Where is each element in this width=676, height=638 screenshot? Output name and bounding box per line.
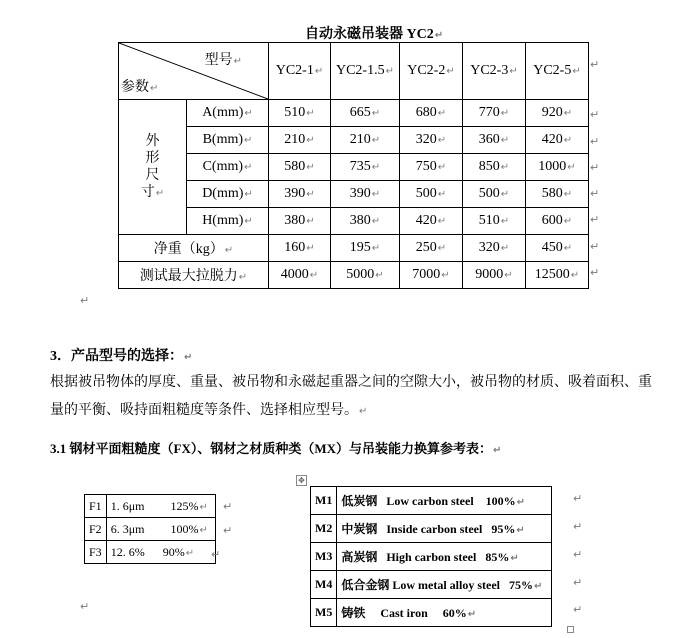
material-code: M3 — [311, 543, 337, 571]
dim-value: 510↵ — [269, 100, 331, 127]
diag-top-label: 型号↵ — [204, 53, 242, 68]
dim-value: 210↵ — [331, 127, 400, 154]
dim-value: 580↵ — [526, 181, 589, 208]
section-3-heading: 3．产品型号的选择：↵ — [50, 349, 193, 364]
dim-value: 665↵ — [331, 100, 400, 127]
force-label: 测试最大拉脱力↵ — [119, 262, 269, 289]
empty-paragraph-mark: ↵ — [80, 600, 90, 613]
dim-value: 390↵ — [331, 181, 400, 208]
material-row — [311, 515, 552, 543]
table-move-handle-icon[interactable]: ✥ — [296, 475, 307, 486]
row-end-mark: ↵ — [223, 500, 233, 513]
weight-value: 320↵ — [463, 235, 526, 262]
material-row — [311, 571, 552, 599]
force-value: 5000↵ — [331, 262, 400, 289]
spec-table — [118, 42, 589, 289]
dim-value: 360↵ — [463, 127, 526, 154]
dim-value: 390↵ — [269, 181, 331, 208]
roughness-row — [85, 518, 216, 541]
row-end-mark: ↵ — [590, 240, 600, 253]
material-code: M5 — [311, 599, 337, 627]
spec-header-row — [119, 43, 589, 100]
dim-value: 320↵ — [400, 127, 463, 154]
row-end-mark: ↵ — [590, 135, 600, 148]
roughness-code: F3 — [85, 541, 107, 564]
empty-paragraph-mark: ↵ — [80, 294, 90, 307]
roughness-value: 12. 6% 90%↵ — [106, 541, 215, 564]
dim-label: C(mm)↵ — [187, 154, 269, 181]
dim-value: 920↵ — [526, 100, 589, 127]
model-header: YC2-1.5↵ — [331, 43, 400, 100]
force-value: 4000↵ — [269, 262, 331, 289]
model-header: YC2-5↵ — [526, 43, 589, 100]
dim-row — [119, 181, 589, 208]
dim-label: D(mm)↵ — [187, 181, 269, 208]
material-desc: 低炭钢 Low carbon steel 100%↵ — [337, 487, 552, 515]
material-desc: 铸铁 Cast iron 60%↵ — [337, 599, 552, 627]
section-3-1-heading: 3.1 钢材平面粗糙度（FX）、钢材之材质种类（MX）与吊装能力换算参考表：↵ — [50, 441, 502, 456]
row-end-mark: ↵ — [590, 108, 600, 121]
model-header: YC2-3↵ — [463, 43, 526, 100]
dim-row — [119, 127, 589, 154]
row-end-mark: ↵ — [573, 492, 583, 505]
force-value: 9000↵ — [463, 262, 526, 289]
row-end-mark: ↵ — [573, 576, 583, 589]
row-end-mark: ↵ — [573, 520, 583, 533]
diagonal-header-cell — [119, 43, 269, 100]
force-value: 12500↵ — [526, 262, 589, 289]
weight-value: 195↵ — [331, 235, 400, 262]
dim-row — [119, 208, 589, 235]
weight-value: 160↵ — [269, 235, 331, 262]
dim-value: 510↵ — [463, 208, 526, 235]
roughness-value: 1. 6μm 125%↵ — [106, 495, 215, 518]
row-end-mark: ↵ — [590, 266, 600, 279]
row-end-mark: ↵ — [590, 213, 600, 226]
dim-label: A(mm)↵ — [187, 100, 269, 127]
material-code: M4 — [311, 571, 337, 599]
weight-row — [119, 235, 589, 262]
roughness-table — [84, 494, 216, 564]
model-header: YC2-2↵ — [400, 43, 463, 100]
dim-value: 600↵ — [526, 208, 589, 235]
row-end-mark: ↵ — [590, 58, 600, 71]
dim-value: 680↵ — [400, 100, 463, 127]
material-row — [311, 599, 552, 627]
dim-value: 770↵ — [463, 100, 526, 127]
row-end-mark: ↵ — [223, 524, 233, 537]
dim-value: 420↵ — [526, 127, 589, 154]
group-label: 外 形 尺 寸↵ — [140, 133, 165, 200]
material-row — [311, 543, 552, 571]
row-end-mark: ↵ — [573, 603, 583, 616]
row-end-mark: ↵ — [590, 161, 600, 174]
roughness-row — [85, 495, 216, 518]
dim-value: 380↵ — [269, 208, 331, 235]
force-value: 7000↵ — [400, 262, 463, 289]
dim-value: 380↵ — [331, 208, 400, 235]
dim-value: 580↵ — [269, 154, 331, 181]
dim-row — [119, 100, 589, 127]
force-row — [119, 262, 589, 289]
roughness-row — [85, 541, 216, 564]
group-label-cell — [119, 100, 187, 235]
dim-label: B(mm)↵ — [187, 127, 269, 154]
model-header: YC2-1↵ — [269, 43, 331, 100]
dim-row — [119, 154, 589, 181]
diag-bottom-label: 参数↵ — [121, 80, 159, 95]
material-row — [311, 487, 552, 515]
dim-value: 210↵ — [269, 127, 331, 154]
dim-value: 750↵ — [400, 154, 463, 181]
weight-value: 250↵ — [400, 235, 463, 262]
weight-label: 净重（kg）↵ — [119, 235, 269, 262]
roughness-value: 6. 3μm 100%↵ — [106, 518, 215, 541]
row-end-mark: ↵ — [573, 548, 583, 561]
material-code: M1 — [311, 487, 337, 515]
dim-value: 500↵ — [400, 181, 463, 208]
material-desc: 中炭钢 Inside carbon steel 95%↵ — [337, 515, 552, 543]
dim-value: 500↵ — [463, 181, 526, 208]
table-resize-handle[interactable] — [567, 626, 574, 633]
row-end-mark: ↵ — [590, 187, 600, 200]
dim-value: 850↵ — [463, 154, 526, 181]
material-desc: 高炭钢 High carbon steel 85%↵ — [337, 543, 552, 571]
material-table — [310, 486, 552, 627]
dim-label: H(mm)↵ — [187, 208, 269, 235]
roughness-code: F1 — [85, 495, 107, 518]
dim-value: 1000↵ — [526, 154, 589, 181]
table-title: 自动永磁吊装器 YC2↵ — [305, 27, 444, 42]
material-code: M2 — [311, 515, 337, 543]
section-3-paragraph: 根据被吊物体的厚度、重量、被吊物和永磁起重器之间的空隙大小，被吊物的材质、吸着面积、重量的平衡、吸持面粗糙度等条件、选择相应型号。↵ — [50, 375, 652, 418]
row-end-mark: ↵ — [211, 548, 221, 561]
material-desc: 低合金钢 Low metal alloy steel 75%↵ — [337, 571, 552, 599]
roughness-code: F2 — [85, 518, 107, 541]
dim-value: 735↵ — [331, 154, 400, 181]
dim-value: 420↵ — [400, 208, 463, 235]
weight-value: 450↵ — [526, 235, 589, 262]
